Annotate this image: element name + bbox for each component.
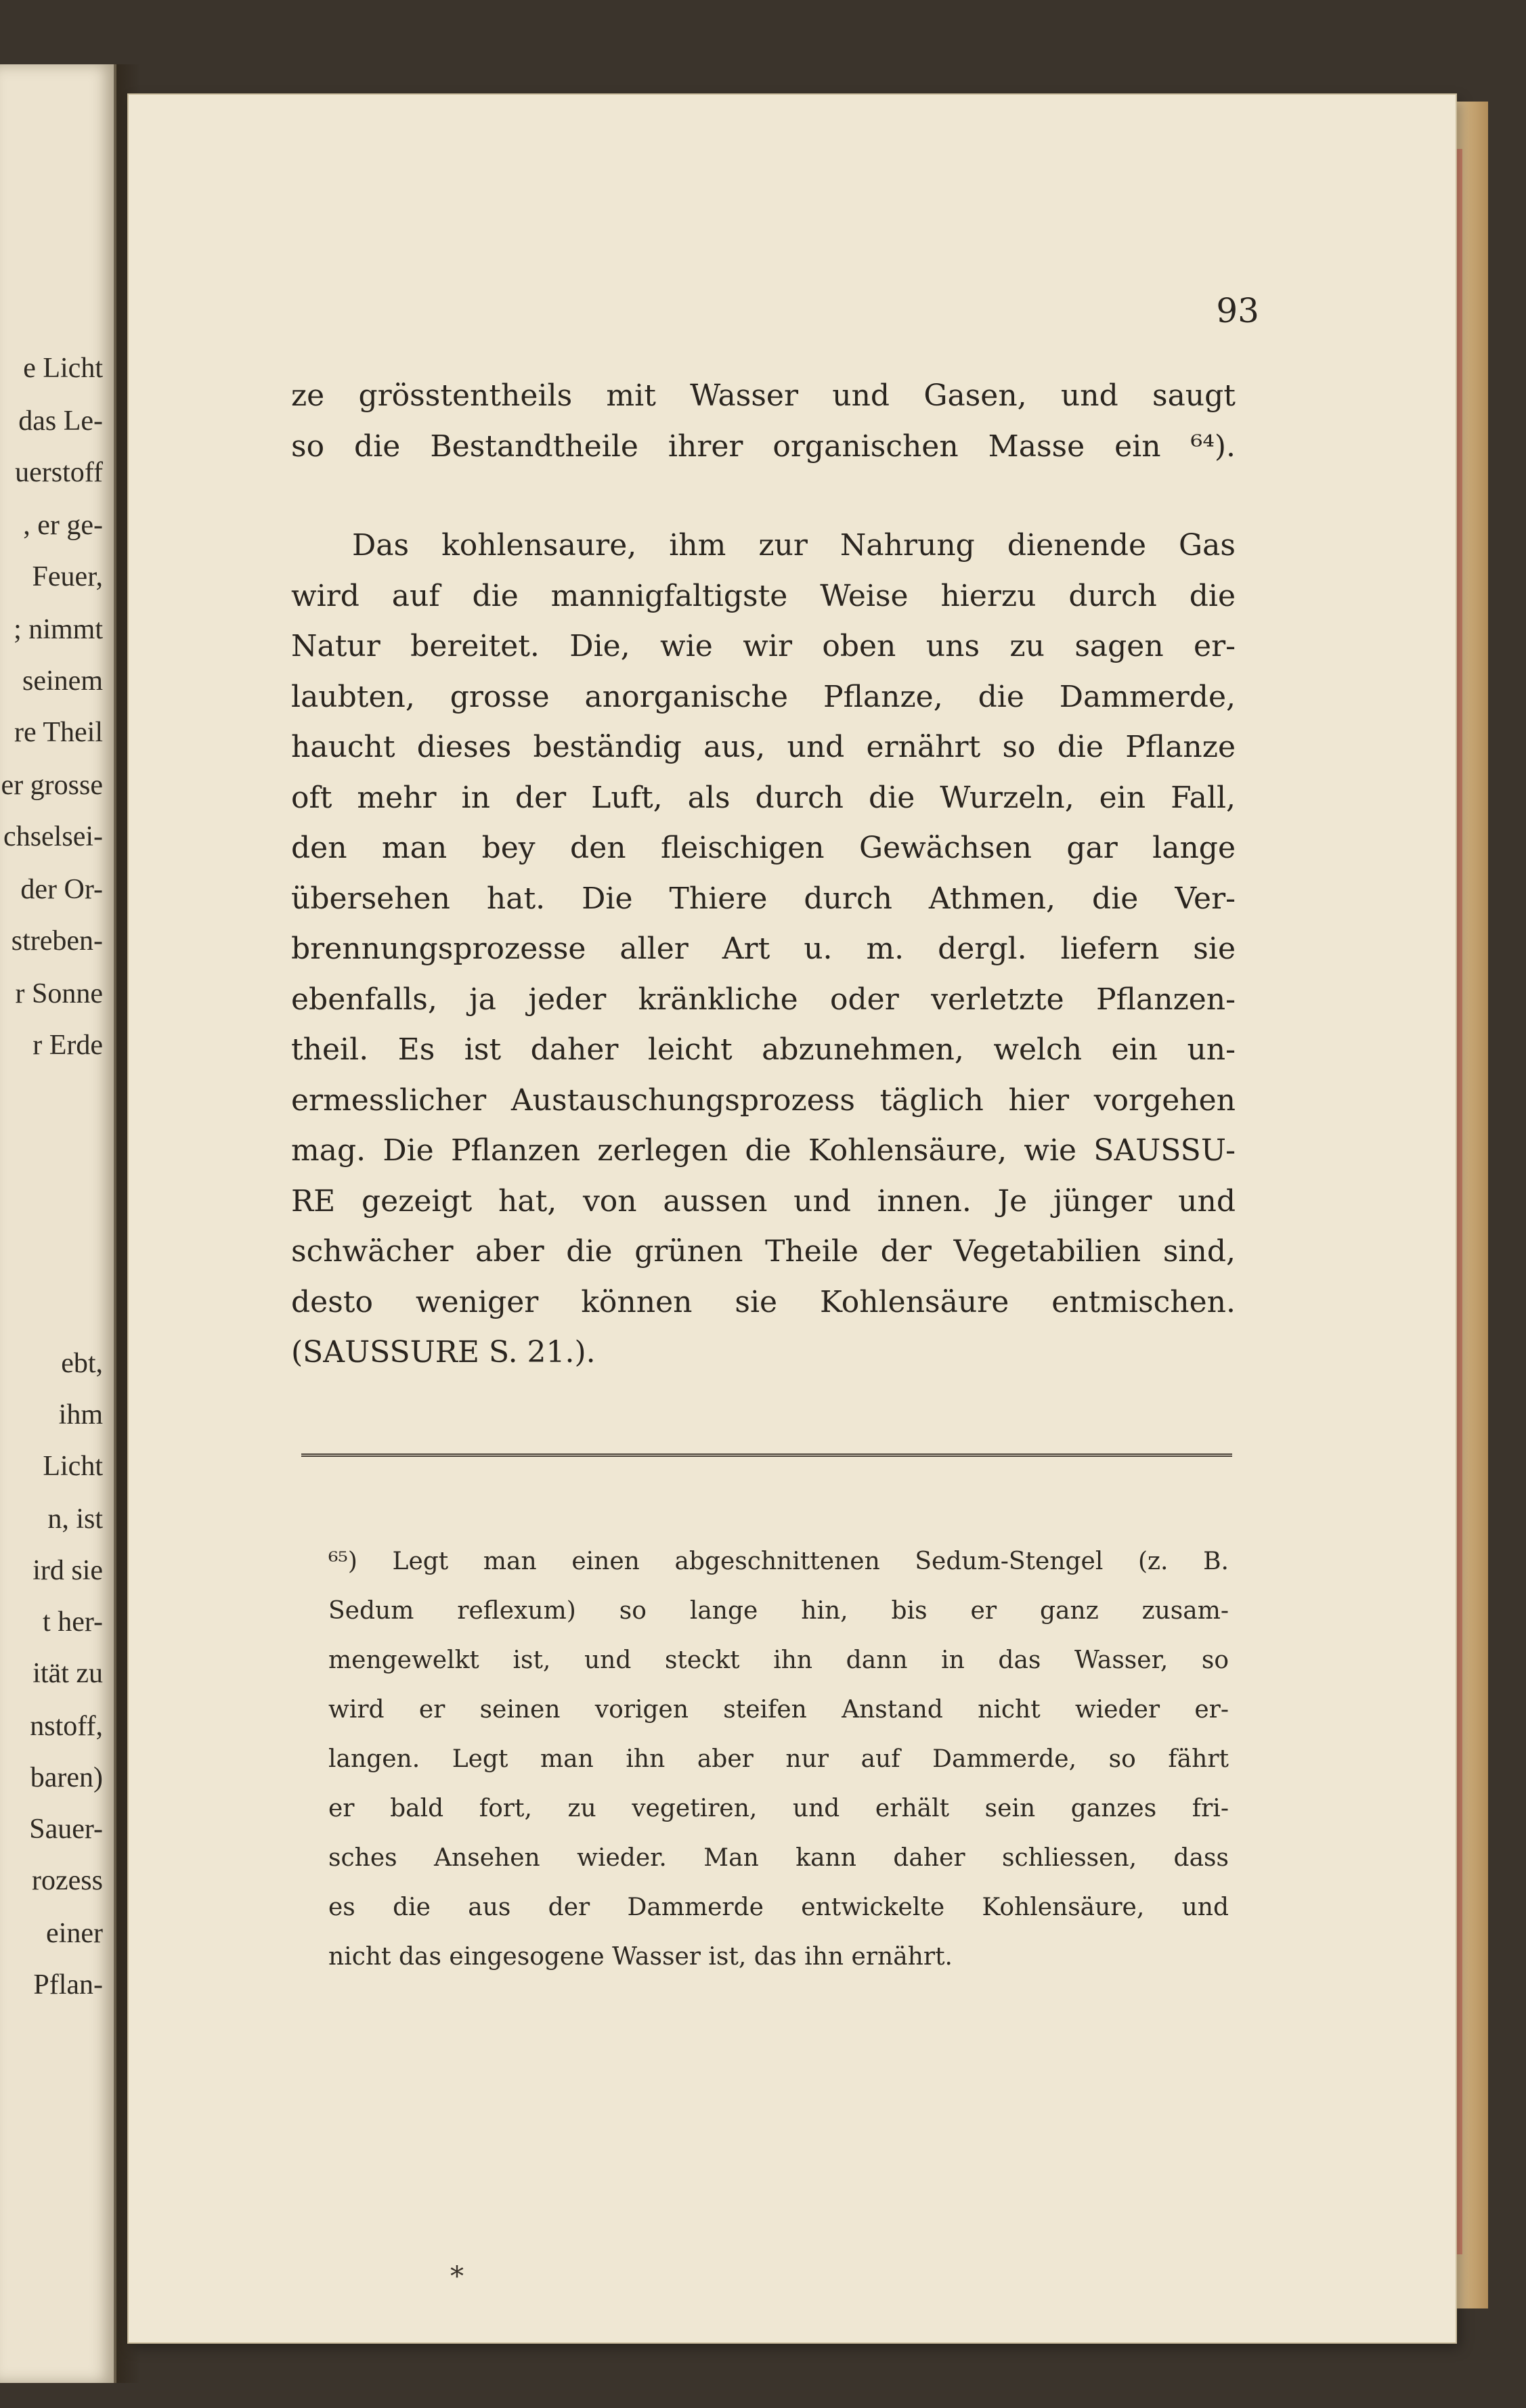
left-page-fragment: n, ist xyxy=(47,1504,103,1535)
left-page-fragment: ebt, xyxy=(61,1348,103,1379)
body-line: übersehen hat. Die Thiere durch Athmen, die Ver- xyxy=(291,881,1236,916)
left-page-fragment: re Theil xyxy=(14,717,103,748)
body-line: (SAUSSURE S. 21.). xyxy=(291,1335,596,1370)
page-number: 93 xyxy=(1216,291,1259,330)
body-line: mag. Die Pflanzen zerlegen die Kohlensäure, wie SAUSSU- xyxy=(291,1133,1236,1168)
body-line: Das kohlensaure, ihm zur Nahrung dienende Gas xyxy=(352,528,1236,563)
footnote-line: mengewelkt ist, und steckt ihn dann in das Wasser, so xyxy=(328,1646,1229,1674)
left-page-fragment: baren) xyxy=(30,1762,103,1793)
footnote-rule xyxy=(301,1453,1232,1457)
left-page xyxy=(0,64,116,2383)
body-line: ermesslicher Austauschungsprozess täglich hier vorgehen xyxy=(291,1082,1236,1118)
body-line: RE gezeigt hat, von aussen und innen. Je jünger und xyxy=(291,1183,1236,1219)
body-line: so die Bestandtheile ihrer organischen Masse ein ⁶⁴). xyxy=(291,429,1236,464)
left-page-fragment: seinem xyxy=(22,665,103,697)
body-line: wird auf die mannigfaltigste Weise hierzu durch die xyxy=(291,578,1236,613)
left-page-fragment: ihm xyxy=(58,1399,103,1430)
footnote xyxy=(328,1537,1229,1982)
left-page-fragment: Sauer- xyxy=(29,1814,103,1845)
body-line: haucht dieses beständig aus, und ernährt so die Pflanze xyxy=(291,730,1236,764)
printer-mark: * xyxy=(450,2261,464,2292)
left-page-fragment: Licht xyxy=(43,1451,103,1482)
left-page-fragment: Pflan- xyxy=(33,1969,103,2000)
body-line: oft mehr in der Luft, als durch die Wurzeln, ein Fall, xyxy=(291,780,1236,815)
paragraph-gap xyxy=(291,472,1236,521)
body-line: desto weniger können sie Kohlensäure entmischen. xyxy=(291,1284,1236,1319)
left-page-fragment: uerstoff xyxy=(15,457,103,488)
left-page-fragment: e Licht xyxy=(23,353,103,384)
left-page-fragment: streben- xyxy=(11,925,103,957)
body-line: brennungsprozesse aller Art u. m. dergl. liefern sie xyxy=(291,932,1236,966)
footnote-line: sches Ansehen wieder. Man kann daher schliessen, dass xyxy=(328,1844,1229,1872)
footnote-line: es die aus der Dammerde entwickelte Kohlensäure, und xyxy=(328,1893,1229,1921)
body-line: schwächer aber die grünen Theile der Vegetabilien sind, xyxy=(291,1234,1236,1269)
left-page-fragment: , er ge- xyxy=(23,510,103,541)
red-edge-stain xyxy=(1456,149,1462,2254)
left-page-fragment: einer xyxy=(46,1918,103,1949)
left-page-fragment: ird sie xyxy=(32,1555,103,1586)
left-page-fragment: r Erde xyxy=(32,1030,103,1061)
left-page-fragment: Feuer, xyxy=(32,561,103,592)
left-page-fragment: ; nimmt xyxy=(14,614,103,645)
left-page-fragment: das Le- xyxy=(18,406,103,437)
body-line: ebenfalls, ja jeder kränkliche oder verletzte Pflanzen- xyxy=(291,982,1236,1017)
footnote-line: ⁶⁵) Legt man einen abgeschnittenen Sedum-Stengel (z. B. xyxy=(328,1548,1229,1575)
left-page-fragment: nstoff, xyxy=(30,1711,103,1742)
left-page-fragment: r Sonne xyxy=(15,978,103,1009)
body-line: theil. Es ist daher leicht abzunehmen, welch ein un- xyxy=(291,1032,1236,1067)
body-line: ze grösstentheils mit Wasser und Gasen, und saugt xyxy=(291,378,1236,413)
left-page-fragment: ität zu xyxy=(32,1658,103,1689)
left-page-fragment: rozess xyxy=(32,1865,103,1896)
footnote-line: wird er seinen vorigen steifen Anstand nicht wieder er- xyxy=(328,1696,1229,1724)
body-line: den man bey den fleischigen Gewächsen gar lange xyxy=(291,831,1236,865)
footnote-line: langen. Legt man ihn aber nur auf Dammerde, so fährt xyxy=(328,1745,1229,1773)
left-page-fragment: der Or- xyxy=(20,874,103,905)
left-page-fragment: er grosse xyxy=(1,770,103,801)
footnote-line: nicht das eingesogene Wasser ist, das ihn ernährt. xyxy=(328,1943,953,1971)
body-text xyxy=(291,371,1236,1378)
left-page-fragment: chselsei- xyxy=(3,821,103,852)
body-line: laubten, grosse anorganische Pflanze, die Dammerde, xyxy=(291,679,1236,714)
footnote-line: er bald fort, zu vegetiren, und erhält sein ganzes fri- xyxy=(328,1795,1229,1822)
body-line: Natur bereitet. Die, wie wir oben uns zu sagen er- xyxy=(291,629,1236,663)
left-page-fragment: t her- xyxy=(43,1606,103,1638)
footnote-line: Sedum reflexum) so lange hin, bis er ganz zusam- xyxy=(328,1597,1229,1625)
